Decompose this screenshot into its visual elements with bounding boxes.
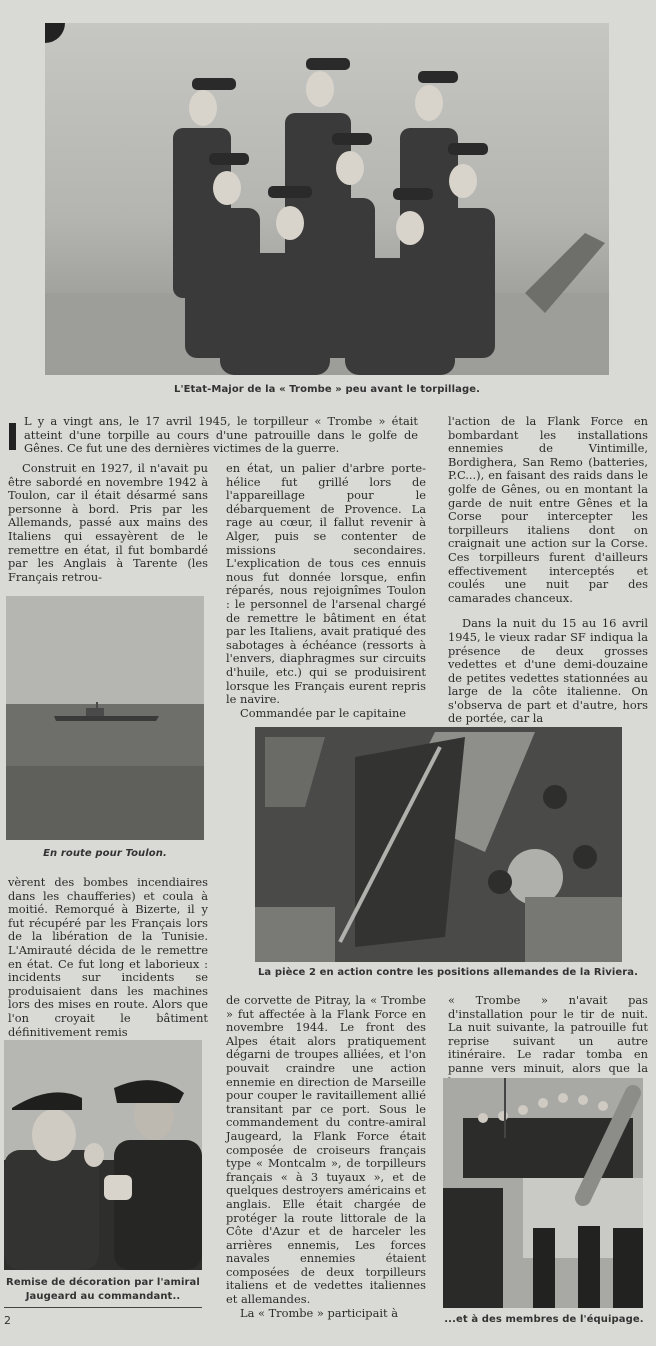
article-col2-top: en état, un palier d'arbre porte-hélice fut grillé lors de l'appareillage pour le débarquement de Provence. La rage au cœur, il fallut revenir à Alger, puis se contenter de missions secondaires. L'explication de tous ces ennuis nous fut donnée lorsque, enfin réparés, nous rejoignîmes Toulon : le personnel de l'arsenal chargé de remettre le bâtiment en état par les Italiens, avait pratiqué des sabotages à échéance (ressorts à l'envers, diaphragmes sur circuits d'huile, etc.) qui se produisirent lorsque les Français eurent repris le navire. Commandée par le capitaine <box>226 461 426 720</box>
article-col1-top: Construit en 1927, il n'avait pu être sabordé en novembre 1942 à Toulon, car il était désarmé sans personne à bord. Pris par les Allemands, passé aux mains des Italiens qui essayèrent de le remettre en état, il fut bombardé par les Anglais à Tarente (les Français retrou- <box>8 461 208 584</box>
drop-cap-initial <box>9 423 16 450</box>
photo-decoration-ceremony <box>4 1040 202 1270</box>
caption-officers-group: L'Etat-Major de la « Trombe » peu avant le torpillage. <box>173 384 480 395</box>
article-col2-bottom: de corvette de Pitray, la « Trombe » fut affectée à la Flank Force en novembre 1944. Le front des Alpes était alors pratiquement dégarni de troupes alliées, et l'on pouvait craindre une action ennemie en direction de Marseille pour couper le ravitaillement allié transitant par ce port. Sous le commandement du contre-amiral Jaugeard, la Flank Force était composée de croiseurs français type « Montcalm », de torpilleurs français « à 3 tuyaux », et de quelques destroyers américains et anglais. Elle était chargée de protéger la route littorale de la Côte d'Azur et de harceler les arrières ennemis, Les forces navales ennemies étaient composées de deux torpilleurs italiens et de vedettes italiennes et allemandes. La « Trombe » participait à <box>226 993 426 1320</box>
photo-crew-on-deck <box>443 1078 643 1308</box>
caption-ship-at-sea: En route pour Toulon. <box>43 848 167 859</box>
caption-decoration-ceremony: Remise de décoration par l'amiral Jaugeard au commandant.. <box>6 1277 200 1302</box>
photo-gun-in-action <box>255 727 622 962</box>
article-lede: L y a vingt ans, le 17 avril 1945, le torpilleur « Trombe » était atteint d'une torpille au cours d'une patrouille dans le golfe de Gênes. Ce fut une des dernières victimes de la guerre. <box>24 414 418 456</box>
photo-officers-group <box>45 23 609 375</box>
article-col3-top: l'action de la Flank Force en bombardant les installations ennemies de Vintimille, Bordighera, San Remo (batteries, P.C...), en faisant des raids dans le golfe de Gênes, ou en montant la garde de nuit entre Gênes et la Corse pour intercepter les torpilleurs italiens dont on craignait une action sur la Corse. Ces torpilleurs furent d'ailleurs effectivement interceptés et coulés une nuit par des camarades chanceux. Dans la nuit du 15 au 16 avril 1945, le vieux radar SF indiqua la présence de deux grosses vedettes et d'une demi-douzaine de petites vedettes stationnées au large de la côte italienne. On s'observa de part et d'autre, hors de portée, car la <box>448 414 648 726</box>
footer-rule <box>4 1307 202 1308</box>
article-col3-bottom: « Trombe » n'avait pas d'installation pour le tir de nuit. La nuit suivante, la patrouille fut reprise suivant un autre itinéraire. Le radar tomba en panne vers minuit, alors que la <box>448 993 648 1075</box>
photo-ship-at-sea <box>6 596 204 840</box>
page-number: 2 <box>4 1314 11 1327</box>
caption-gun-in-action: La pièce 2 en action contre les positions allemandes de la Riviera. <box>257 967 639 978</box>
caption-crew-on-deck: ...et à des membres de l'équipage. <box>444 1314 644 1325</box>
article-col1-bottom: vèrent des bombes incendiaires dans les chaufferies) et coula à moitié. Remorqué à Bizerte, il y fut récupéré par les Français lors de la libération de la Tunisie. L'Amirauté décida de le remettre en état. Ce fut long et laborieux : incidents sur incidents se produisaient dans les machines lors des mises en route. Alors que l'on croyait le bâtiment définitivement remis <box>8 875 208 1039</box>
